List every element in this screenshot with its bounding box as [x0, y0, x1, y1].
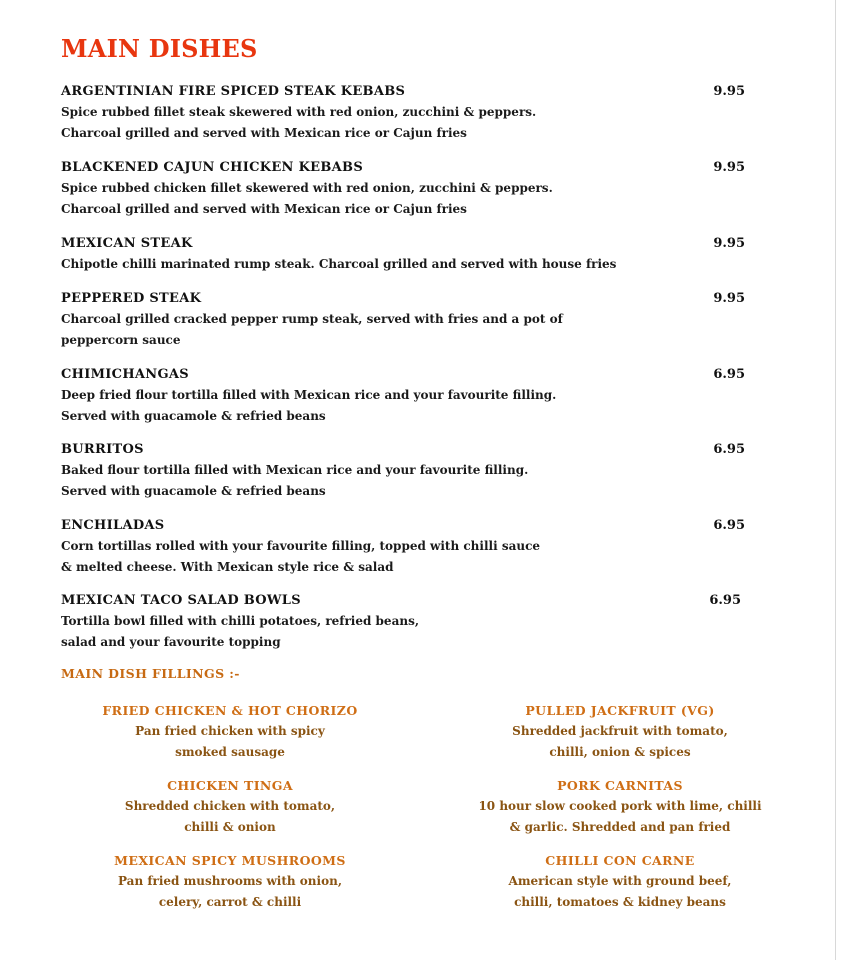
dish-name: MEXICAN TACO SALAD BOWLS — [61, 593, 301, 608]
dish-price: 9.95 — [713, 236, 745, 251]
menu-item — [61, 233, 751, 275]
page-title: MAIN DISHES — [61, 34, 258, 63]
menu-item — [61, 288, 751, 351]
menu-item — [61, 439, 751, 502]
dish-description: peppercorn sauce — [61, 333, 181, 347]
dish-description: Baked flour tortilla filled with Mexican rice and your favourite filling. — [61, 463, 529, 477]
filling-name: FRIED CHICKEN & HOT CHORIZO — [102, 703, 358, 718]
menu-item — [61, 364, 751, 427]
filling-item — [430, 775, 810, 838]
filling-description: chilli, tomatoes & kidney beans — [514, 895, 726, 909]
dish-description: Served with guacamole & refried beans — [61, 409, 326, 423]
filling-description: Shredded jackfruit with tomato, — [512, 724, 728, 738]
filling-item — [40, 850, 420, 913]
dish-description: Spice rubbed fillet steak skewered with red onion, zucchini & peppers. — [61, 105, 537, 119]
dish-name: ARGENTINIAN FIRE SPICED STEAK KEBABS — [61, 84, 406, 99]
dish-description: Charcoal grilled and served with Mexican rice or Cajun fries — [61, 126, 467, 140]
menu-item — [61, 81, 751, 144]
filling-name: MEXICAN SPICY MUSHROOMS — [114, 853, 346, 868]
dish-name: BURRITOS — [61, 442, 144, 457]
filling-description: Shredded chicken with tomato, — [124, 799, 336, 813]
filling-item — [40, 775, 420, 838]
filling-name: CHILLI CON CARNE — [545, 853, 695, 868]
dish-description: salad and your favourite topping — [61, 635, 281, 649]
filling-description: American style with ground beef, — [508, 874, 732, 888]
dish-price: 6.95 — [709, 593, 741, 608]
filling-description: Pan fried chicken with spicy — [135, 724, 325, 738]
filling-item — [430, 700, 810, 763]
dish-name: MEXICAN STEAK — [61, 236, 193, 251]
dish-description: Served with guacamole & refried beans — [61, 484, 326, 498]
dish-description: Corn tortillas rolled with your favourite filling, topped with chilli sauce — [61, 539, 541, 553]
filling-item — [430, 850, 810, 913]
filling-description: smoked sausage — [175, 745, 285, 759]
dish-description: Deep fried flour tortilla filled with Mexican rice and your favourite filling. — [61, 388, 557, 402]
dish-price: 6.95 — [713, 442, 745, 457]
filling-item — [40, 700, 420, 763]
dish-description: Charcoal grilled and served with Mexican rice or Cajun fries — [61, 202, 467, 216]
filling-name: PULLED JACKFRUIT (VG) — [525, 703, 715, 718]
fillings-section-title: MAIN DISH FILLINGS :- — [61, 666, 240, 681]
dish-name: PEPPERED STEAK — [61, 291, 202, 306]
dish-description: Spice rubbed chicken fillet skewered with red onion, zucchini & peppers. — [61, 181, 553, 195]
filling-description: Pan fried mushrooms with onion, — [117, 874, 342, 888]
filling-description: & garlic. Shredded and pan fried — [509, 820, 731, 834]
filling-name: CHICKEN TINGA — [167, 778, 293, 793]
dish-description: Tortilla bowl filled with chilli potatoes, refried beans, — [61, 614, 420, 628]
menu-item — [61, 590, 751, 653]
dish-price: 9.95 — [713, 160, 745, 175]
dish-price: 9.95 — [713, 291, 745, 306]
dish-price: 6.95 — [713, 367, 745, 382]
dish-description: & melted cheese. With Mexican style rice & salad — [61, 560, 394, 574]
dish-description: Charcoal grilled cracked pepper rump steak, served with fries and a pot of — [61, 312, 563, 326]
menu-item — [61, 515, 751, 578]
menu-item — [61, 157, 751, 220]
dish-name: CHIMICHANGAS — [61, 367, 189, 382]
dish-price: 9.95 — [713, 84, 745, 99]
dish-name: ENCHILADAS — [61, 518, 165, 533]
page-edge-divider — [835, 0, 836, 960]
filling-description: chilli & onion — [184, 820, 276, 834]
dish-description: Chipotle chilli marinated rump steak. Charcoal grilled and served with house fries — [61, 257, 617, 271]
dish-price: 6.95 — [713, 518, 745, 533]
filling-description: celery, carrot & chilli — [158, 895, 302, 909]
filling-description: chilli, onion & spices — [549, 745, 691, 759]
filling-name: PORK CARNITAS — [557, 778, 683, 793]
filling-description: 10 hour slow cooked pork with lime, chilli — [478, 799, 762, 813]
dish-name: BLACKENED CAJUN CHICKEN KEBABS — [61, 160, 364, 175]
